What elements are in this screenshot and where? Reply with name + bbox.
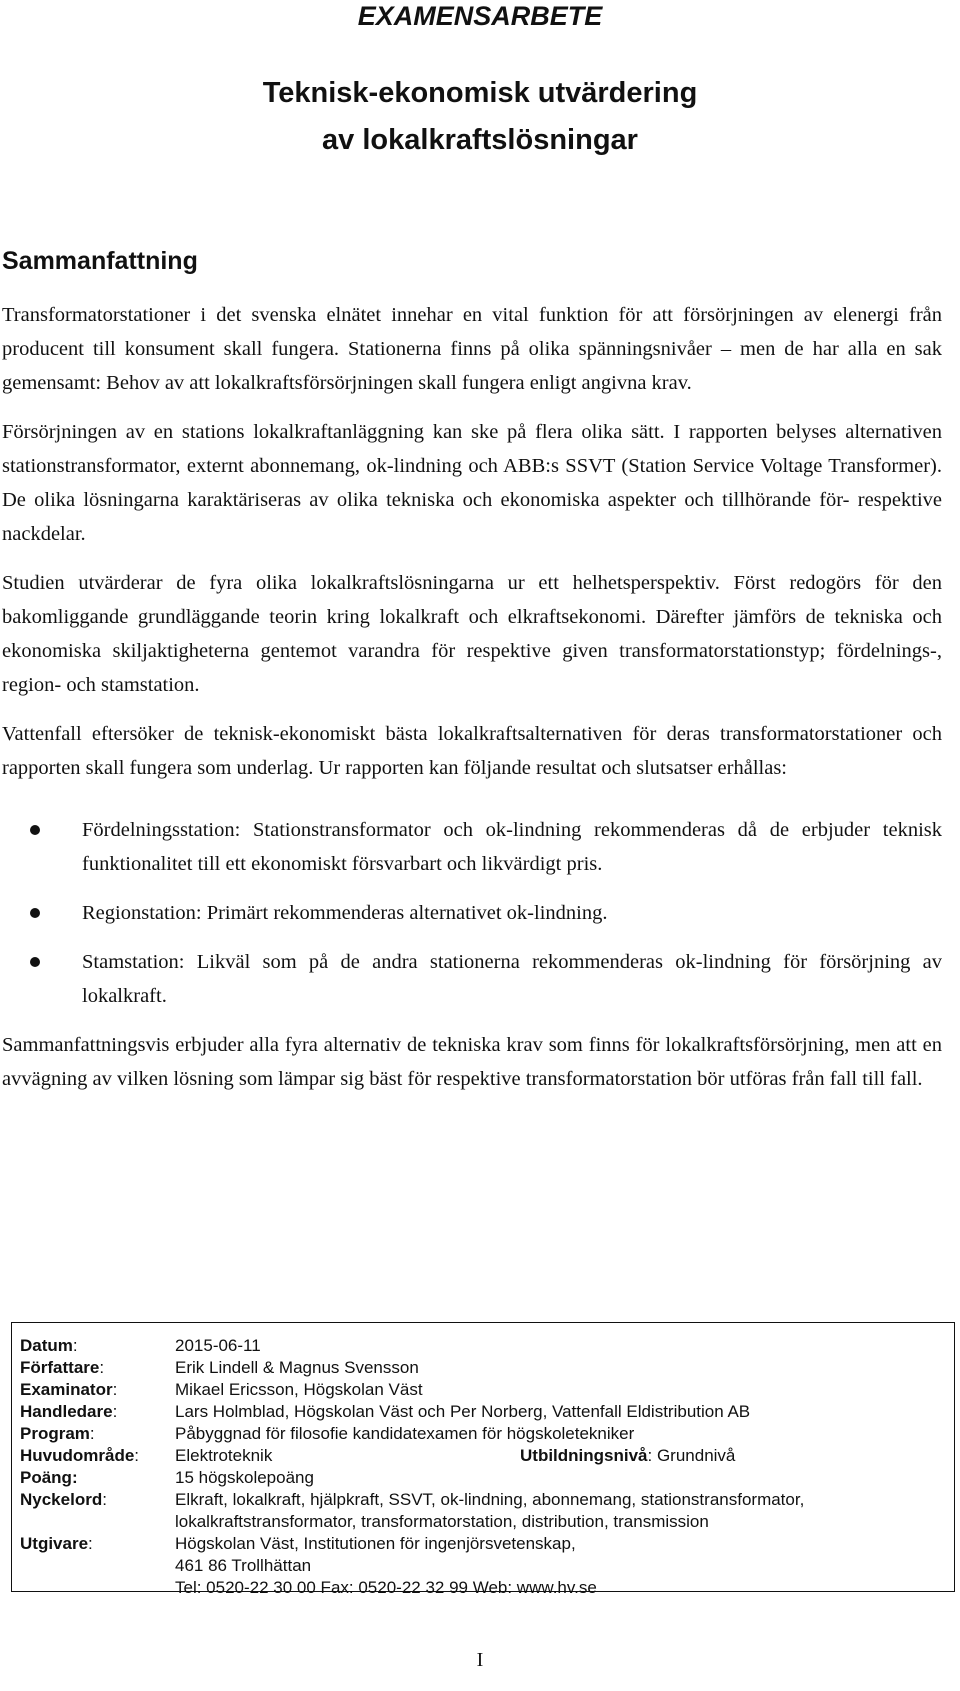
meta-row-program: Program: Påbyggnad för filosofie kandidatexamen för högskoletekniker	[20, 1424, 635, 1443]
summary-paragraph: Försörjningen av en stations lokalkraftanläggning kan ske på flera olika sätt. I rapporten belyses alternativen stationstransformator, externt abonnemang, ok-lindning och ABB:s SSVT (Station Service Voltage Transformer). De olika lösningarna karaktäriseras av olika tekniska och ekonomiska aspekter och tillhörande för- respektive nackdelar.	[2, 421, 942, 545]
summary-heading: Sammanfattning	[2, 247, 198, 275]
meta-row-examinator: Examinator: Mikael Ericsson, Högskolan Väst	[20, 1380, 423, 1399]
list-item-text: Fördelningsstation: Stationstransformator och ok-lindning rekommenderas då de erbjuder teknisk funktionalitet till ett ekonomiskt försvarbart och likvärdigt pris.	[82, 819, 942, 875]
list-item-text: Regionstation: Primärt rekommenderas alternativet ok-lindning.	[82, 902, 608, 924]
meta-value: Grundnivå	[656, 1446, 736, 1465]
bullet-icon	[30, 957, 40, 967]
meta-value: Tel: 0520-22 30 00 Fax: 0520-22 32 99 Web: www.hv.se	[175, 1578, 597, 1597]
meta-value: Elektroteknik	[175, 1446, 273, 1465]
meta-value: 461 86 Trollhättan	[175, 1556, 312, 1575]
meta-row-datum: Datum: 2015-06-11	[20, 1336, 261, 1355]
meta-value: Högskolan Väst, Institutionen för ingenjörsvetenskap,	[175, 1534, 576, 1553]
conclusion-list	[2, 813, 942, 1013]
meta-label: Datum	[20, 1336, 73, 1355]
meta-value: Elkraft, lokalkraft, hjälpkraft, SSVT, ok-lindning, abonnemang, stationstransformator,	[175, 1490, 805, 1509]
summary-paragraph: Transformatorstationer i det svenska elnätet innehar en vital funktion för att försörjningen av elenergi från producent till konsument skall fungera. Stationerna finns på olika spänningsnivåer – men de har alla en sak gemensamt: Behov av att lokalkraftsförsörjningen skall fungera enligt angivna krav.	[2, 304, 942, 394]
meta-value: lokalkraftstransformator, transformatorstation, distribution, transmission	[175, 1512, 709, 1531]
list-item	[2, 945, 942, 1013]
meta-row-poang: Poäng: 15 högskolepoäng	[20, 1468, 314, 1487]
meta-label: Nyckelord	[20, 1490, 103, 1509]
list-item-text: Stamstation: Likväl som på de andra stationerna rekommenderas ok-lindning för försörjning av lokalkraft.	[82, 951, 942, 1007]
bullet-icon	[30, 825, 40, 835]
meta-value: 15 högskolepoäng	[175, 1468, 314, 1487]
page-number: I	[476, 1649, 484, 1671]
meta-value: 2015-06-11	[175, 1336, 261, 1355]
meta-row-nyckelord: Nyckelord: Elkraft, lokalkraft, hjälpkraft, SSVT, ok-lindning, abonnemang, stationstransformator,	[20, 1490, 805, 1509]
document-title	[0, 70, 960, 164]
meta-value: Påbyggnad för filosofie kandidatexamen för högskoletekniker	[175, 1424, 635, 1443]
bullet-icon	[30, 908, 40, 918]
meta-value: Lars Holmblad, Högskolan Väst och Per Norberg, Vattenfall Eldistribution AB	[175, 1402, 751, 1421]
meta-label: Examinator	[20, 1380, 113, 1399]
list-item	[2, 896, 942, 930]
summary-paragraph: Sammanfattningsvis erbjuder alla fyra alternativ de tekniska krav som finns för lokalkraftsförsörjning, men att en avvägning av vilken lösning som lämpar sig bäst för respektive transformatorstation bör utföras från fall till fall.	[2, 1034, 942, 1090]
list-item	[2, 813, 942, 881]
meta-label: Program	[20, 1424, 90, 1443]
meta-label: Poäng	[20, 1468, 72, 1487]
meta-row-forfattare: Författare: Erik Lindell & Magnus Svensson	[20, 1358, 419, 1377]
meta-value: Erik Lindell & Magnus Svensson	[175, 1358, 419, 1377]
metadata-box	[11, 1322, 955, 1597]
summary-paragraph: Studien utvärderar de fyra olika lokalkraftslösningarna ur ett helhetsperspektiv. Först redogörs för den bakomliggande grundläggande teorin kring lokalkraft och elkraftsekonomi. Därefter jämförs de tekniska och ekonomiska skiljaktigheterna gentemot varandra för respektive given transformatorstationstyp; fördelnings-, region- och stamstation.	[2, 572, 942, 696]
meta-value: Mikael Ericsson, Högskolan Väst	[175, 1380, 423, 1399]
meta-label: Huvudområde	[20, 1446, 135, 1465]
document-type: EXAMENSARBETE	[357, 1, 603, 31]
meta-row-huvudomrade: Huvudområde: Elektroteknik Utbildningsnivå: Grundnivå	[20, 1446, 736, 1465]
meta-label: Handledare	[20, 1402, 113, 1421]
summary-paragraph: Vattenfall eftersöker de teknisk-ekonomiskt bästa lokalkraftsalternativen för deras transformatorstationer och rapporten skall fungera som underlag. Ur rapporten kan följande resultat och slutsatser erhållas:	[2, 723, 942, 779]
meta-row-handledare: Handledare: Lars Holmblad, Högskolan Väst och Per Norberg, Vattenfall Eldistribution AB	[20, 1402, 751, 1421]
title-line-1: Teknisk-ekonomisk utvärdering	[262, 77, 698, 109]
summary-body	[2, 298, 942, 1111]
meta-label: Utgivare	[20, 1534, 89, 1553]
meta-row-utgivare: Utgivare: Högskolan Väst, Institutionen för ingenjörsvetenskap,	[20, 1534, 576, 1553]
title-line-2: av lokalkraftslösningar	[322, 124, 638, 156]
meta-label: Utbildningsnivå	[520, 1446, 648, 1465]
meta-label: Författare	[20, 1358, 100, 1377]
